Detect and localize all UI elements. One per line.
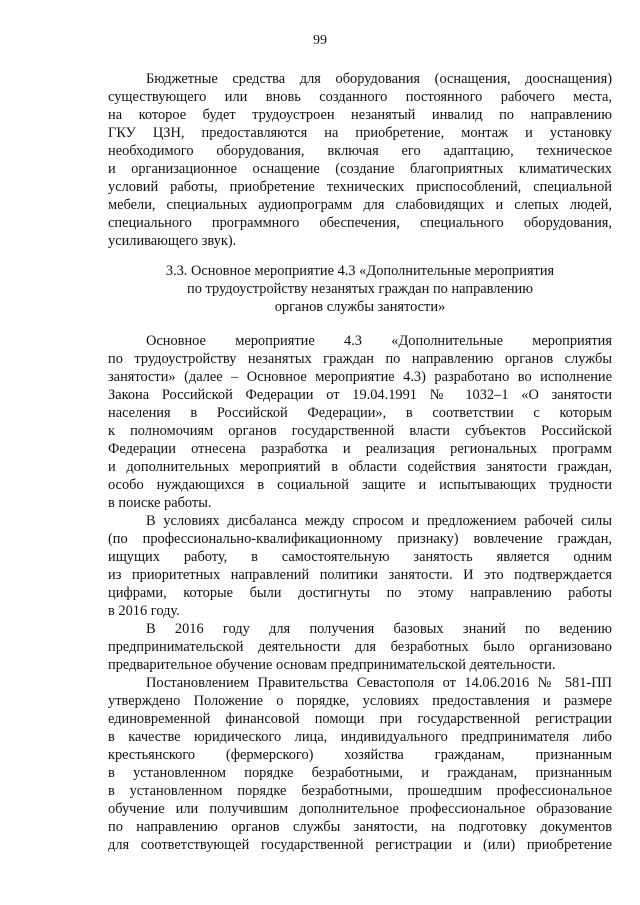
page-number: 99 xyxy=(313,33,327,48)
text-line: обучение или получившим дополнительное профессиональное образование xyxy=(108,801,612,817)
text-line: особо нуждающихся в социальной защите и испытывающих трудности xyxy=(108,477,612,493)
text-line: и организационное оснащение (создание благоприятных климатических xyxy=(108,161,612,177)
text-line: по направлению органов службы занятости, на подготовку документов xyxy=(108,819,612,835)
text-line: необходимого оборудования, включая его адаптацию, техническое xyxy=(108,143,612,159)
heading-line: 3.3. Основное мероприятие 4.3 «Дополнительные мероприятия xyxy=(165,263,555,279)
text-line: в установленном порядке безработными, прошедшим профессиональное xyxy=(108,783,612,799)
text-line: на которое будет трудоустроен незанятый инвалид по направлению xyxy=(108,107,612,123)
text-line: предпринимательской деятельности для безработных было организовано xyxy=(108,639,612,655)
heading-line: по трудоустройству незанятых граждан по направлению xyxy=(187,281,533,297)
text-line: крестьянского (фермерского) хозяйства гражданам, признанным xyxy=(108,747,612,763)
text-line: Постановлением Правительства Севастополя от 14.06.2016 № 581-ПП xyxy=(146,675,612,691)
text-line: В 2016 году для получения базовых знаний по ведению xyxy=(146,621,612,637)
text-line: ГКУ ЦЗН, предоставляются на приобретение, монтаж и установку xyxy=(108,125,612,141)
text-line: и дополнительных мероприятий в области содействия занятости граждан, xyxy=(108,459,612,475)
text-line: занятости» (далее – Основное мероприятие 4.3) разработано во исполнение xyxy=(108,369,612,385)
text-line: существующего или вновь созданного постоянного рабочего места, xyxy=(108,89,612,105)
text-line: в поиске работы. xyxy=(108,495,212,511)
text-line: утверждено Положение о порядке, условиях предоставления и размере xyxy=(108,693,612,709)
text-line: населения в Российской Федерации», в соответствии с которым xyxy=(108,405,612,421)
text-line: Бюджетные средства для оборудования (оснащения, дооснащения) xyxy=(146,71,612,87)
heading-line: органов службы занятости» xyxy=(274,299,446,315)
text-line: ищущих работу, в самостоятельную занятость является одним xyxy=(108,549,612,565)
text-line: специального программного обеспечения, специального оборудования, xyxy=(108,215,612,231)
text-line: по трудоустройству незанятых граждан по направлению органов службы xyxy=(108,351,612,367)
text-line: В условиях дисбаланса между спросом и предложением рабочей силы xyxy=(146,513,612,529)
text-line: из приоритетных направлений политики занятости. И это подтверждается xyxy=(108,567,612,583)
text-line: усиливающего звук). xyxy=(108,233,237,249)
text-line: в установленном порядке безработными, и гражданам, признанным xyxy=(108,765,612,781)
text-line: единовременной финансовой помощи при государственной регистрации xyxy=(108,711,612,727)
text-line: Федерации отнесена разработка и реализация региональных программ xyxy=(108,441,612,457)
text-line: в 2016 году. xyxy=(108,603,180,619)
text-line: в качестве юридического лица, индивидуального предпринимателя либо xyxy=(108,729,612,745)
text-line: Закона Российской Федерации от 19.04.1991 № 1032–1 «О занятости xyxy=(108,387,612,403)
text-line: к полномочиям органов государственной власти субъектов Российской xyxy=(108,423,612,439)
text-line: предварительное обучение основам предпринимательской деятельности. xyxy=(108,657,556,673)
text-line: мебели, специальных аудиопрограмм для слабовидящих и слепых людей, xyxy=(108,197,612,213)
text-line: для соответствующей государственной регистрации и (или) приобретение xyxy=(108,837,612,853)
text-line: Основное мероприятие 4.3 «Дополнительные мероприятия xyxy=(146,333,612,349)
text-line: цифрами, которые были достигнуты по этому направлению работы xyxy=(108,585,612,601)
text-line: (по профессионально-квалификационному признаку) вовлечение граждан, xyxy=(108,531,612,547)
text-line: условий работы, приобретение технических приспособлений, специальной xyxy=(108,179,612,195)
